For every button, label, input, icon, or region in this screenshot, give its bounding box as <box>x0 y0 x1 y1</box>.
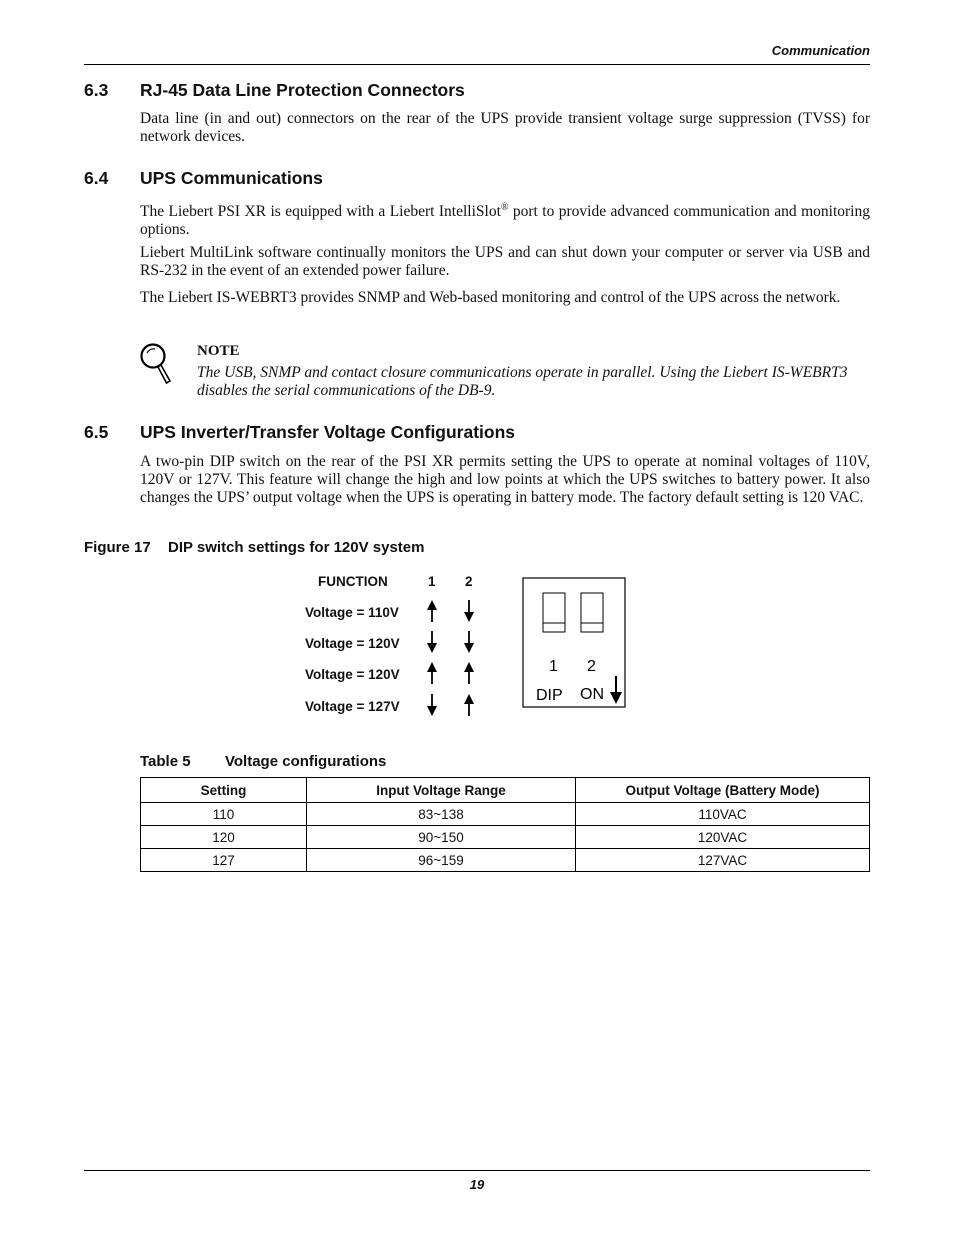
paragraph-multilink: Liebert MultiLink software continually monitors the UPS and can shut down your computer or server via USB and RS-232 in the event of an extended power failure. <box>140 244 870 279</box>
section-heading-6-3 <box>84 80 870 102</box>
text-part: port to provide advanced communication and monitoring options. <box>140 203 870 239</box>
section-number: 6.4 <box>84 168 109 188</box>
section-number: 6.5 <box>84 422 109 442</box>
arrow-down-icon <box>427 694 437 716</box>
table-caption-number: Table 5 <box>140 753 191 770</box>
section-heading-6-5 <box>84 422 870 444</box>
arrow-down-icon <box>427 631 437 653</box>
dip-arrow-grid <box>420 596 480 722</box>
table-caption-text: Voltage configurations <box>225 753 387 770</box>
header-rule <box>84 64 870 65</box>
paragraph-intellislot <box>140 199 870 239</box>
arrow-down-icon <box>464 600 474 622</box>
column-header: Input Voltage Range <box>307 778 576 803</box>
voltage-configurations-table <box>140 777 870 872</box>
table-row <box>141 849 870 872</box>
dip-slot-1 <box>543 593 565 632</box>
magnifier-icon <box>138 341 174 387</box>
table-cell: 83~138 <box>307 803 576 826</box>
section-title: UPS Inverter/Transfer Voltage Configurations <box>140 422 516 442</box>
figure-row-label: Voltage = 120V <box>305 667 400 682</box>
figure-caption-number: Figure 17 <box>84 539 151 556</box>
text-part: The Liebert PSI XR is equipped with a Liebert IntelliSlot <box>140 203 501 221</box>
table-row <box>141 826 870 849</box>
paragraph-webrt3: The Liebert IS-WEBRT3 provides SNMP and Web-based monitoring and control of the UPS across the network. <box>140 289 841 306</box>
table-cell: 110 <box>141 803 307 826</box>
figure-col-function: FUNCTION <box>318 574 388 589</box>
running-header: Communication <box>771 43 870 58</box>
paragraph-rj45: Data line (in and out) connectors on the rear of the UPS provide transient voltage surge suppression (TVSS) for network devices. <box>140 110 870 145</box>
table-cell: 120 <box>141 826 307 849</box>
figure-row-label: Voltage = 110V <box>305 605 399 620</box>
table-cell: 127 <box>141 849 307 872</box>
table-cell: 120VAC <box>576 826 870 849</box>
figure-row-label: Voltage = 127V <box>305 699 400 714</box>
page-number: 19 <box>469 1177 485 1192</box>
on-label: ON <box>580 686 604 703</box>
footer-rule <box>84 1170 870 1171</box>
table-row <box>141 803 870 826</box>
section-title: UPS Communications <box>140 168 323 188</box>
paragraph-dip-switch: A two-pin DIP switch on the rear of the PSI XR permits setting the UPS to operate at nominal voltages of 110V, 120V or 127V. This feature will change the high and low points at which the UPS switches to battery power. It also changes the UPS’ output voltage when the UPS is operating in battery mode. The factory default setting is 120 VAC. <box>140 453 870 506</box>
arrow-up-icon <box>464 662 474 684</box>
arrow-up-icon <box>427 662 437 684</box>
arrow-up-icon <box>427 600 437 622</box>
table-cell: 96~159 <box>307 849 576 872</box>
dip-pin-2-label: 2 <box>587 658 596 675</box>
figure-col-1: 1 <box>428 574 436 589</box>
figure-col-2: 2 <box>465 574 473 589</box>
section-heading-6-4 <box>84 168 870 190</box>
note-title: NOTE <box>197 343 240 359</box>
dip-switch-diagram <box>522 577 628 709</box>
dip-slot-2 <box>581 593 603 632</box>
figure-row-label: Voltage = 120V <box>305 636 400 651</box>
table-cell: 90~150 <box>307 826 576 849</box>
table-cell: 127VAC <box>576 849 870 872</box>
section-title: RJ-45 Data Line Protection Connectors <box>140 80 465 100</box>
section-number: 6.3 <box>84 80 109 100</box>
dip-label: DIP <box>536 687 563 704</box>
registered-mark: ® <box>500 202 509 213</box>
figure-caption-text: DIP switch settings for 120V system <box>168 539 425 556</box>
dip-pin-1-label: 1 <box>549 658 558 675</box>
arrow-up-icon <box>464 694 474 716</box>
table-header-row <box>141 778 870 803</box>
column-header: Output Voltage (Battery Mode) <box>576 778 870 803</box>
column-header: Setting <box>141 778 307 803</box>
arrow-down-icon <box>464 631 474 653</box>
table-cell: 110VAC <box>576 803 870 826</box>
note-text: The USB, SNMP and contact closure communications operate in parallel. Using the Liebert IS-WEBRT3 disables the serial communications of the DB-9. <box>197 364 848 399</box>
